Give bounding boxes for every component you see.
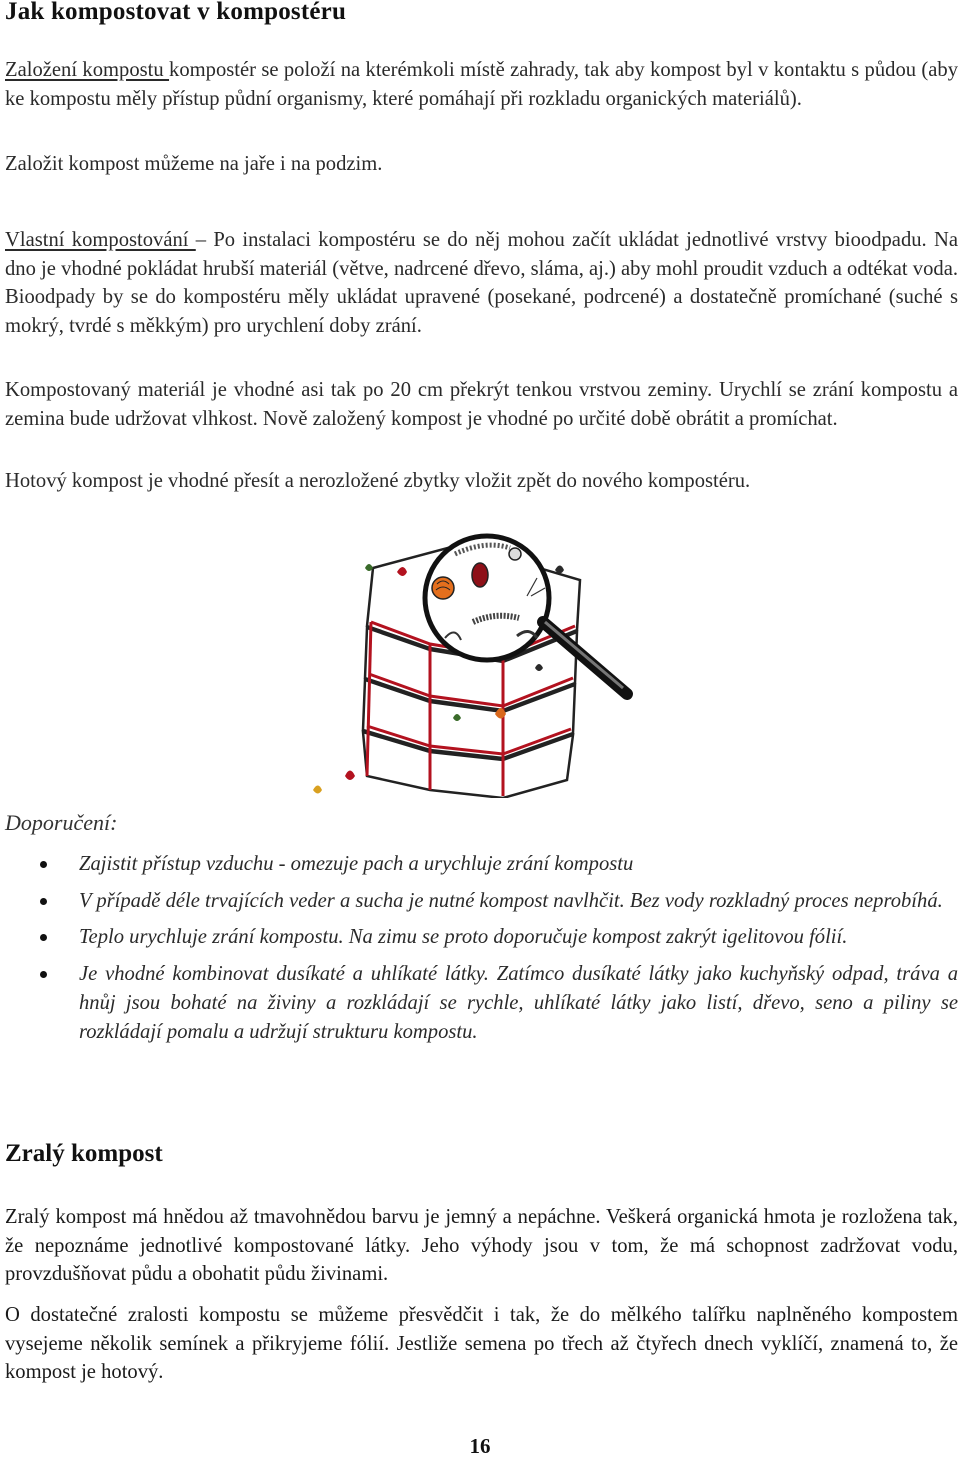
list-item: Je vhodné kombinovat dusíkaté a uhlíkaté látky. Zatímco dusíkaté látky jako kuchyňský odpad, tráva a hnůj jsou bohaté na živiny a rozkládají se rychle, uhlíkaté látky jako listí, dřevo, seno a piliny se rozkládají pomalu a udržují strukturu kompostu. [5,960,958,1046]
paragraph-zraly-2: O dostatečné zralosti kompostu se můžeme přesvědčit i tak, že do mělkého talířku naplněného kompostem vysejeme několik semínek a přikryjeme fólií. Jestliže semena po třech až čtyřech dnech vyklíčí, znamená to, že kompost je hotový. [5,1304,958,1384]
term-zalozeni: Založení kompostu [5,59,170,81]
bullet-icon [40,898,47,905]
text-zalozeni: kompostér se položí na kterémkoli místě zahrady, tak aby kompost byl v kontaktu s půdou (aby ke kompostu měly přístup půdní organismy, které pomáhají při rozkladu organických materiálů). [5,59,959,110]
list-item: Teplo urychluje zrání kompostu. Na zimu se proto doporučuje kompost zakrýt igelitovou fólií. [5,923,958,952]
paragraph-zalozeni-season: Založit kompost můžeme na jaře i na podzim. [5,153,383,175]
paragraph-zalozeni [5,56,958,113]
section-title-zraly-kompost: Zralý kompost [5,1140,163,1167]
paragraph-zemina: Kompostovaný materiál je vhodné asi tak po 20 cm překrýt tenkou vrstvou zeminy. Urychlí se zrání kompostu a zemina bude udržovat vlhkost. Nově založený kompost je vhodné po určité době obrátit a promíchat. [5,379,958,430]
text-vlastni: – Po instalaci kompostéru se do něj mohou začít ukládat jednotlivé vrstvy bioodpadu. Na dno je vhodné pokládat hrubší materiál (větve, nadrcené dřevo, sláma, aj.) aby mohl proudit vzduch a odtékat voda. Bioodpady by se do kompostéru měly ukládat upravené (posekané, podrcené) a dostatečně promíchané (suché s mokrý, tvrdé s měkkým) pro urychlení doby zrání. [5,229,958,338]
list-item: V případě déle trvajících veder a sucha je nutné kompost navlhčit. Bez vody rozkladný proces neprobíhá. [5,887,958,916]
recommendations-list [5,850,958,1054]
list-item: Zajistit přístup vzduchu - omezuje pach a urychluje zrání kompostu [5,850,958,879]
compost-bin-illustration [305,518,665,798]
bullet-icon [40,971,47,978]
page-number: 16 [469,1434,491,1458]
paragraph-vlastni [5,226,958,341]
bullet-icon [40,934,47,941]
term-vlastni: Vlastní kompostování [5,229,196,251]
page-title: Jak kompostovat v kompostéru [5,0,347,25]
paragraph-hotovy: Hotový kompost je vhodné přesít a nerozložené zbytky vložit zpět do nového kompostéru. [5,470,751,492]
paragraph-zraly-1: Zralý kompost má hnědou až tmavohnědou barvu je jemný a nepáchne. Veškerá organická hmota je rozložena tak, že nepoznáme jednotlivé kompostované látky. Jeho výhody jsou v tom, že má schopnost zadržovat vodu, provzdušňovat půdu a obohatit půdu živinami. [5,1206,958,1286]
bullet-icon [40,861,47,868]
recommendations-label: Doporučení: [5,810,118,835]
